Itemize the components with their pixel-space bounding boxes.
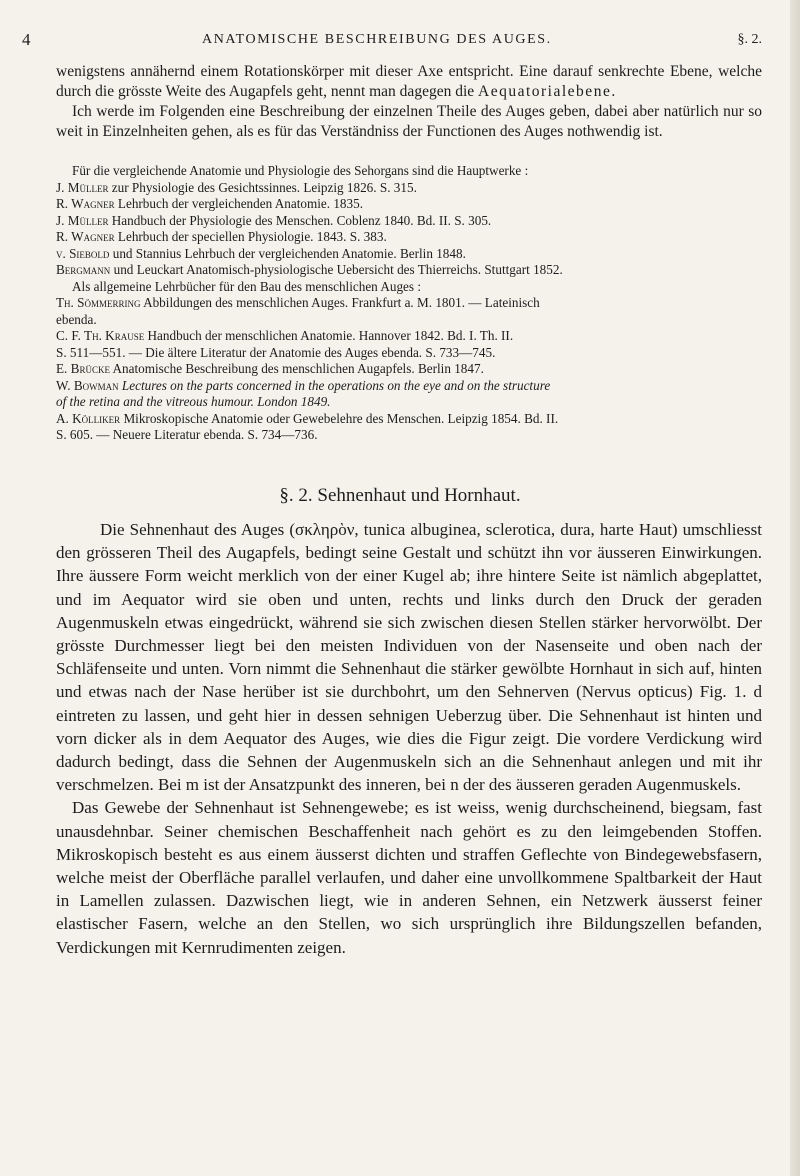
ref-item: J. Müller Handbuch der Physiologie des Menschen. Coblenz 1840. Bd. II. S. 305. — [56, 212, 492, 228]
ref-item: S. 511—551. — Die ältere Literatur der Anatomie des Auges ebenda. S. 733—745. — [56, 344, 496, 360]
page-number: 4 — [22, 30, 31, 49]
ref-item: A. Kölliker Mikroskopische Anatomie oder Gewebelehre des Menschen. Leipzig 1854. Bd. II. — [56, 410, 559, 426]
refs-general-intro: Als allgemeine Lehrbücher für den Bau des menschlichen Auges : — [72, 278, 421, 294]
running-title: ANATOMISCHE BESCHREIBUNG DES AUGES. — [202, 32, 552, 47]
ref-item: J. Müller zur Physiologie des Gesichtssinnes. Leipzig 1826. S. 315. — [56, 179, 417, 195]
ref-item: E. Brücke Anatomische Beschreibung des menschlichen Augapfels. Berlin 1847. — [56, 361, 484, 376]
ref-item: Th. Sömmerring Abbildungen des menschlichen Auges. Frankfurt a. M. 1801. — Lateinisch — [56, 295, 540, 310]
section-body — [56, 518, 762, 959]
running-header — [22, 30, 762, 52]
intro-paragraph: wenigstens annähernd einem Rotationskörper mit dieser Axe entspricht. Eine darauf senkrechte Ebene, welche durch die grösste Weite des Augapfels geht, nennt man dagegen die Aequatorialebene. — [56, 63, 762, 100]
intro-paragraph-2: Ich werde im Folgenden eine Beschreibung der einzelnen Theile des Auges geben, dabei aber natürlich nur so weit in Einzelnheiten gehen, als es für das Verständniss der Functionen des Auges nothwendig ist. — [56, 103, 762, 140]
ref-item: R. Wagner Lehrbuch der speciellen Physiologie. 1843. S. 383. — [56, 229, 387, 244]
literature-references — [56, 163, 762, 444]
intro-text — [56, 62, 762, 142]
aequatorial-term: Aequatorialebene — [478, 83, 612, 100]
ref-item: Bergmann und Leuckart Anatomisch-physiologische Uebersicht des Thierreichs. Stuttgart 1852. — [56, 262, 563, 277]
page-edge — [790, 0, 800, 1176]
ref-item: v. Siebold und Stannius Lehrbuch der vergleichenden Anatomie. Berlin 1848. — [56, 245, 466, 261]
ref-item: of the retina and the vitreous humour. London 1849. — [56, 394, 331, 409]
section-reference: §. 2. — [737, 32, 762, 47]
ref-item: W. Bowman Lectures on the parts concerned in the operations on the eye and on the structure — [56, 377, 551, 393]
refs-intro: Für die vergleichende Anatomie und Physiologie des Sehorgans sind die Hauptwerke : — [72, 163, 529, 178]
ref-item: S. 605. — Neuere Literatur ebenda. S. 734—736. — [56, 427, 318, 442]
ref-item: ebenda. — [56, 311, 97, 327]
intro-line: wenigstens annähernd einem Rotationskörper mit dieser Axe entspricht. Eine darauf senkrechte Ebene, welche durch die grösste Weite des Augapfels geht, nennt man dagegen die — [56, 63, 762, 100]
ref-item: C. F. Th. Krause Handbuch der menschlichen Anatomie. Hannover 1842. Bd. I. Th. II. — [56, 328, 514, 343]
section-paragraph-2: Das Gewebe der Sehnenhaut ist Sehnengewebe; es ist weiss, wenig durchscheinend, biegsam, fast unausdehnbar. Seiner chemischen Beschaffenheit nach gehört es zu den leimgebenden Stoffen. Mikroskopisch besteht es aus einem äusserst dichten und straffen Geflechte von Bindegewebsfasern, welche meist der Oberfläche parallel verlaufen, und daher eine unvollkommene Spaltbarkeit der Haut in Lamellen zulassen. Dazwischen liegt, wie in anderen Sehnen, ein Netzwerk äusserst feiner elastischer Fasern, welche an den Stellen, wo sich ursprünglich ihre Bildungszellen befanden, Verdickungen mit Kernrudimenten zeigen. — [56, 798, 762, 957]
section-heading: §. 2. Sehnenhaut und Hornhaut. — [279, 485, 521, 506]
section-paragraph-1: Die Sehnenhaut des Auges (σκληρὸν, tunica albuginea, sclerotica, dura, harte Haut) umschliesst den grösseren Theil des Augapfels, bedingt seine Gestalt und schützt ihn vor äusseren Einwirkungen. Ihre äussere Form weicht merklich von der einer Kugel ab; ihre hintere Seite ist nämlich abgeplattet, und im Aequator wird sie oben und unten, rechts und links durch den Druck der geraden Augenmuskeln etwas eingedrückt, während sie sich zwischen diesen Stellen stärker hervorwölbt. Der grösste Durchmesser liegt bei den meisten Individuen von der Nasenseite und oben nach der Schläfenseite und unten. Vorn nimmt die Sehnenhaut die stärker gewölbte Hornhaut in sich auf, hinten und etwas nach der Nase herüber ist sie durchbohrt, um den Sehnerven (Nervus opticus) Fig. 1. d eintreten zu lassen, und geht hier in dessen sehnigen Ueberzug über. Die Sehnenhaut ist hinten und vorn dicker als in dem Aequator des Auges, wie dies die Figur zeigt. Die vordere Verdickung wird dadurch bedingt, dass die Sehnen der Augenmuskeln sich an die Sehnenhaut anlegen und mit ihr verschmelzen. Bei m ist der Ansatzpunkt des inneren, bei n der des äusseren geraden Augenmuskels. — [56, 520, 762, 795]
ref-item: R. Wagner Lehrbuch der vergleichenden Anatomie. 1835. — [56, 196, 364, 211]
